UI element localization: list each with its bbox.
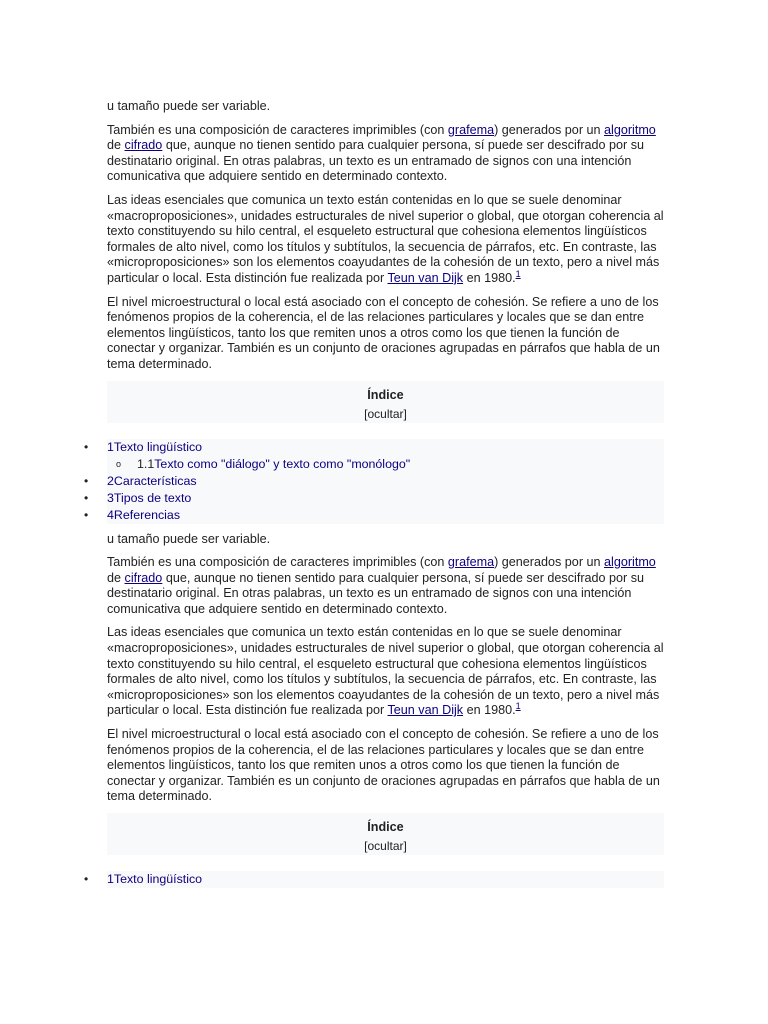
paragraph-microestructural: El nivel microestructural o local está asociado con el concepto de cohesión. Se refiere a uno de los fenómenos propios de la coherencia, el de las relaciones particulares y locales que se dan entre elementos lingüísticos, tanto los que remiten unos a otros como los que tienen la función de conectar y organizar. También es un conjunto de oraciones agrupadas en párrafos que habla de un tema determinado. (107, 294, 660, 371)
toc-header (107, 381, 664, 423)
bullet-icon: • (84, 490, 89, 505)
toc-item[interactable]: • 1Texto lingüístico (84, 439, 203, 454)
paragraph-microestructural: El nivel microestructural o local está asociado con el concepto de cohesión. Se refiere a uno de los fenómenos propios de la coherencia, el de las relaciones particulares y locales que se dan entre elementos lingüísticos, tanto los que remiten unos a otros como los que tienen la función de conectar y organizar. También es un conjunto de oraciones agrupadas en párrafos que habla de un tema determinado. (107, 727, 660, 804)
article-block (84, 99, 664, 524)
bullet-icon: • (84, 507, 89, 522)
link-teun-van-dijk[interactable]: Teun van Dijk (387, 703, 464, 718)
paragraph-macroproposiciones: Las ideas esenciales que comunica un texto están contenidas en lo que se suele denominar «macroproposiciones», unidades estructurales de nivel superior o global, que otorgan coherencia al texto constituyendo su hilo central, el esqueleto estructural que cohesiona elementos lingüísticos formales de alto nivel, como los títulos y subtítulos, la secuencia de párrafos, etc. En contraste, las «microproposiciones» son los elementos coayudantes de la cohesión de un texto, pero a nivel más particular o local. Esta distinción fue realizada por Teun van Dijk en 1980.$^1$ (107, 625, 664, 718)
toc-list (84, 871, 664, 888)
link-grafema[interactable]: grafema (447, 122, 495, 137)
reference-link[interactable]: 1 (515, 268, 521, 279)
paragraph-definition: También es una composición de caracteres imprimibles (con grafema) generados por un algoritmo de cifrado que, aunque no tienen sentido para cualquier persona, sí puede ser descifrado por su destinatario original. En otras palabras, un texto es un entramado de signos con una intención comunicativa que adquiere sentido en determinado contexto. (107, 122, 656, 184)
paragraph-definition: También es una composición de caracteres imprimibles (con grafema) generados por un algoritmo de cifrado que, aunque no tienen sentido para cualquier persona, sí puede ser descifrado por su destinatario original. En otras palabras, un texto es un entramado de signos con una intención comunicativa que adquiere sentido en determinado contexto. (107, 555, 656, 616)
sub-bullet-icon: o (116, 458, 122, 469)
paragraph-intro: u tamaño puede ser variable. (107, 99, 271, 113)
paragraph-intro: u tamaño puede ser variable. (107, 531, 271, 546)
toc-hide-toggle[interactable]: [ocultar] (364, 406, 407, 421)
toc-item[interactable]: • 1Texto lingüístico (84, 872, 203, 886)
reference-link[interactable]: 1 (515, 701, 521, 712)
toc-title: Índice (367, 387, 404, 402)
link-grafema[interactable]: grafema (447, 555, 495, 570)
link-teun-van-dijk[interactable]: Teun van Dijk (387, 270, 464, 285)
link-cifrado[interactable]: cifrado (124, 138, 163, 153)
link-algoritmo[interactable]: algoritmo (604, 555, 656, 570)
toc-item[interactable]: • 2Características (84, 473, 197, 488)
document-page (84, 99, 664, 896)
toc-subitem[interactable]: o 1.1Texto como "diálogo" y texto como "monólogo" (116, 456, 411, 471)
toc-item[interactable]: • 3Tipos de texto (84, 490, 192, 505)
bullet-icon: • (84, 872, 89, 886)
article-block-repeat (84, 531, 664, 889)
toc-list (84, 439, 664, 524)
toc-title: Índice (367, 820, 404, 834)
paragraph-macroproposiciones: Las ideas esenciales que comunica un texto están contenidas en lo que se suele denominar «macroproposiciones», unidades estructurales de nivel superior o global, que otorgan coherencia al texto constituyendo su hilo central, el esqueleto estructural que cohesiona elementos lingüísticos formales de alto nivel, como los títulos y subtítulos, la secuencia de párrafos, etc. En contraste, las «microproposiciones» son los elementos coayudantes de la cohesión de un texto, pero a nivel más particular o local. Esta distinción fue realizada por Teun van Dijk en 1980.$^1$ (107, 192, 664, 285)
bullet-icon: • (84, 473, 89, 488)
link-algoritmo[interactable]: algoritmo (604, 122, 656, 137)
link-cifrado[interactable]: cifrado (124, 570, 163, 585)
bullet-icon: • (84, 439, 89, 454)
toc-item[interactable]: • 4Referencias (84, 507, 181, 522)
toc-hide-toggle[interactable]: [ocultar] (364, 839, 407, 853)
toc-header (107, 813, 664, 855)
